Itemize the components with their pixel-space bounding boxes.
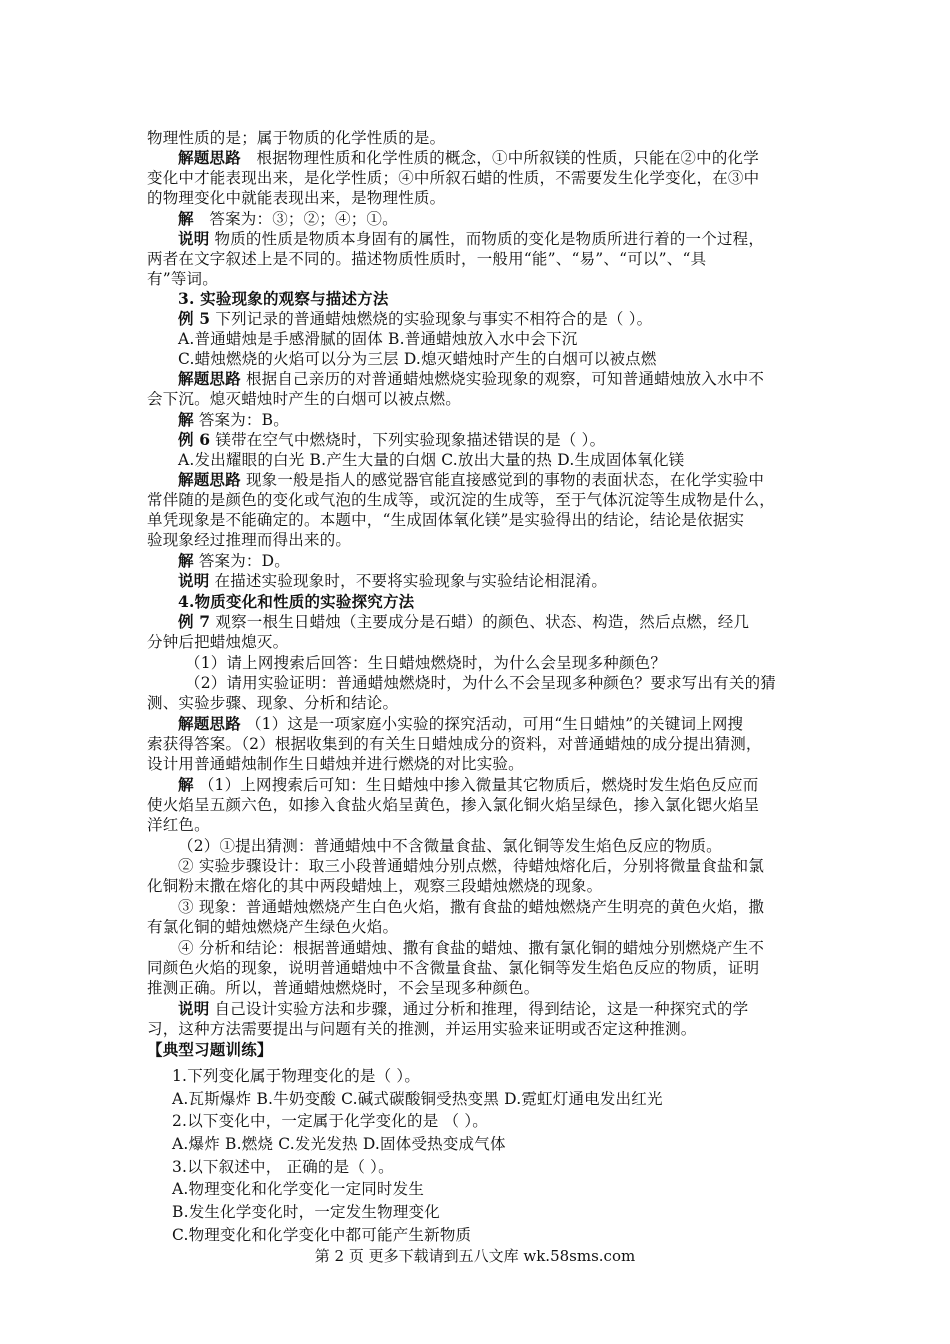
text-run: 常伴随的是颜色的变化或气泡的生成等，或沉淀的生成等，至于气体沉淀等生成物是什么， bbox=[147, 491, 776, 509]
text-run: 镁带在空气中燃烧时，下列实验现象描述错误的是（ ）。 bbox=[210, 431, 606, 449]
text-run: ④ 分析和结论：根据普通蜡烛、撒有食盐的蜡烛、撒有氯化铜的蜡烛分别燃烧产生不 bbox=[178, 939, 765, 957]
bold-label: 解 bbox=[178, 209, 194, 228]
text-line bbox=[0, 530, 950, 550]
text-line bbox=[0, 1111, 950, 1131]
text-run: 会下沉。熄灭蜡烛时产生的白烟可以被点燃。 bbox=[147, 390, 462, 408]
text-run: （1）上网搜索后可知：生日蜡烛中掺入微量其它物质后，燃烧时发生焰色反应而 bbox=[193, 776, 759, 794]
text-run: 分钟后把蜡烛熄灭。 bbox=[147, 633, 289, 651]
text-line bbox=[0, 734, 950, 754]
text-line bbox=[0, 369, 950, 389]
text-run: 在描述实验现象时，不要将实验现象与实验结论相混淆。 bbox=[209, 572, 608, 590]
text-run: 习，这种方法需要提出与问题有关的推测，并运用实验来证明或否定这种推测。 bbox=[147, 1020, 697, 1038]
text-line bbox=[0, 1019, 950, 1039]
text-run: 化铜粉末撒在熔化的其中两段蜡烛上，观察三段蜡烛燃烧的现象。 bbox=[147, 877, 603, 895]
text-line bbox=[0, 329, 950, 349]
text-line bbox=[0, 188, 950, 208]
text-line bbox=[0, 510, 950, 530]
page-footer: 第 2 页 更多下载请到五八文库 wk.58sms.com bbox=[314, 1247, 636, 1265]
text-run: 物理性质的是 bbox=[147, 129, 242, 147]
text-line bbox=[0, 229, 950, 249]
text-run: A.瓦斯爆炸 B.牛奶变酸 C.碱式碳酸铜受热变黑 D.霓虹灯通电发出红光 bbox=[172, 1089, 663, 1108]
text-line bbox=[0, 673, 950, 693]
text-run: ③ 现象：普通蜡烛燃烧产生白色火焰，撒有食盐的蜡烛燃烧产生明亮的黄色火焰，撒 bbox=[178, 898, 765, 916]
bold-label: 解 bbox=[178, 410, 194, 429]
text-run: ；属于物质的化学性质的是 bbox=[241, 129, 430, 147]
text-run: 答案为：D。 bbox=[193, 552, 290, 570]
text-line bbox=[0, 917, 950, 937]
bold-label: 说明 bbox=[178, 999, 210, 1018]
text-run: 的物理变化中就能表现出来，是物理性质。 bbox=[147, 189, 446, 207]
text-line bbox=[0, 876, 950, 896]
text-line bbox=[0, 897, 950, 917]
text-line bbox=[0, 571, 950, 591]
text-line bbox=[0, 269, 950, 289]
bold-label: 3. 实验现象的观察与描述方法 bbox=[178, 289, 389, 308]
text-run: 推测正确。所以，普通蜡烛燃烧时，不会呈现多种颜色。 bbox=[147, 979, 540, 997]
text-line bbox=[0, 632, 950, 652]
text-run: 两者在文字叙述上是不同的。描述物质性质时，一般用“能”、“易”、“可以”、“具 bbox=[147, 250, 707, 268]
text-run: 使火焰呈五颜六色，如掺入食盐火焰呈黄色，掺入氯化铜火焰呈绿色，掺入氯化锶火焰呈 bbox=[147, 796, 760, 814]
text-run: 答案为：B。 bbox=[193, 411, 289, 429]
text-run: 验现象经过推理而得出来的。 bbox=[147, 531, 352, 549]
text-run: ② 实验步骤设计：取三小段普通蜡烛分别点燃，待蜡烛熔化后，分别将微量食盐和氯 bbox=[178, 857, 765, 875]
text-line bbox=[0, 999, 950, 1019]
text-line bbox=[0, 450, 950, 470]
bold-label: 解题思路 bbox=[178, 714, 241, 733]
text-run: 设计用普通蜡烛制作生日蜡烛并进行燃烧的对比实验。 bbox=[147, 755, 524, 773]
bold-label: 说明 bbox=[178, 571, 210, 590]
text-run: 下列记录的普通蜡烛燃烧的实验现象与事实不相符合的是（ ）。 bbox=[210, 310, 653, 328]
text-line bbox=[0, 1089, 950, 1109]
text-run: 洋红色。 bbox=[147, 816, 210, 834]
bold-label: 解题思路 bbox=[178, 470, 241, 489]
text-run: 有氯化铜的蜡烛燃烧产生绿色火焰。 bbox=[147, 918, 399, 936]
text-run: 观察一根生日蜡烛（主要成分是石蜡）的颜色、状态、构造，然后点燃，经几 bbox=[210, 613, 750, 631]
text-line bbox=[0, 958, 950, 978]
text-run: 3.以下叙述中， 正确的是（ ）。 bbox=[172, 1157, 394, 1176]
text-line bbox=[0, 128, 950, 148]
bold-label: 例 5 bbox=[178, 309, 211, 328]
text-run: C.物理变化和化学变化中都可能产生新物质 bbox=[172, 1225, 472, 1244]
text-run: A.爆炸 B.燃烧 C.发光发热 D.固体受热变成气体 bbox=[172, 1135, 506, 1154]
text-line bbox=[0, 168, 950, 188]
text-line bbox=[0, 309, 950, 329]
text-line bbox=[0, 754, 950, 774]
bold-label: 例 7 bbox=[178, 612, 211, 631]
text-run: （1）请上网搜索后回答：生日蜡烛燃烧时，为什么会呈现多种颜色？ bbox=[185, 654, 667, 672]
text-line bbox=[0, 775, 950, 795]
text-run: A.发出耀眼的白光 B.产生大量的白烟 C.放出大量的热 D.生成固体氧化镁 bbox=[178, 451, 685, 469]
text-line bbox=[0, 349, 950, 369]
bold-label: 解 bbox=[178, 551, 194, 570]
text-line bbox=[0, 1134, 950, 1154]
text-line bbox=[0, 1040, 950, 1060]
text-line bbox=[0, 938, 950, 958]
text-line bbox=[0, 978, 950, 998]
text-run: A.物理变化和化学变化一定同时发生 bbox=[172, 1180, 425, 1199]
bold-label: 4.物质变化和性质的实验探究方法 bbox=[178, 592, 415, 611]
bold-label: 解 bbox=[178, 775, 194, 794]
text-run: C.蜡烛燃烧的火焰可以分为三层 D.熄灭蜡烛时产生的白烟可以被点燃 bbox=[178, 350, 657, 368]
text-line bbox=[0, 612, 950, 632]
text-line bbox=[0, 1157, 950, 1177]
text-line bbox=[0, 148, 950, 168]
text-line bbox=[0, 592, 950, 612]
text-run: 物质的性质是物质本身固有的属性，而物质的变化是物质所进行着的一个过程， bbox=[209, 230, 765, 248]
text-run: 答案为：③；②；④；①。 bbox=[193, 210, 398, 228]
text-run: 根据自己亲历的对普通蜡烛燃烧实验现象的观察，可知普通蜡烛放入水中不 bbox=[240, 370, 765, 388]
text-line bbox=[0, 551, 950, 571]
text-run: （1）这是一项家庭小实验的探究活动，可用“生日蜡烛”的关键词上网搜 bbox=[240, 715, 744, 733]
text-line bbox=[0, 1179, 950, 1199]
text-line bbox=[0, 1225, 950, 1245]
text-run: 索获得答案。（2）根据收集到的有关生日蜡烛成分的资料，对普通蜡烛的成分提出猜测， bbox=[147, 735, 762, 753]
text-line bbox=[0, 1066, 950, 1086]
text-run: （2）请用实验证明：普通蜡烛燃烧时，为什么不会呈现多种颜色？要求写出有关的猜 bbox=[185, 674, 776, 692]
text-line bbox=[0, 389, 950, 409]
text-run: 变化中才能表现出来，是化学性质；④中所叙石蜡的性质，不需要发生化学变化，在③中 bbox=[147, 169, 760, 187]
text-run: （2）①提出猜测：普通蜡烛中不含微量食盐、氯化铜等发生焰色反应的物质。 bbox=[178, 837, 722, 855]
text-line bbox=[0, 653, 950, 673]
text-line bbox=[0, 795, 950, 815]
text-run: 测、实验步骤、现象、分析和结论。 bbox=[147, 694, 399, 712]
text-run: A.普通蜡烛是手感滑腻的固体 B.普通蜡烛放入水中会下沉 bbox=[178, 330, 578, 348]
text-run: 同颜色火焰的现象，说明普通蜡烛中不含微量食盐、氯化铜等发生焰色反应的物质，证明 bbox=[147, 959, 760, 977]
text-line bbox=[0, 209, 950, 229]
bold-label: 说明 bbox=[178, 229, 210, 248]
text-line bbox=[0, 1202, 950, 1222]
text-line bbox=[0, 410, 950, 430]
text-run: 自己设计实验方法和步骤，通过分析和推理，得到结论，这是一种探究式的学 bbox=[209, 1000, 749, 1018]
text-line bbox=[0, 470, 950, 490]
text-run: 根据物理性质和化学性质的概念，①中所叙镁的性质，只能在②中的化学 bbox=[240, 149, 759, 167]
text-run: 单凭现象是不能确定的。本题中，“生成固体氧化镁”是实验得出的结论，结论是依据实 bbox=[147, 511, 745, 529]
text-run: 现象一般是指人的感觉器官能直接感觉到的事物的表面状态，在化学实验中 bbox=[240, 471, 765, 489]
text-run: 2.以下变化中，一定属于化学变化的是 （ ）。 bbox=[172, 1112, 488, 1131]
text-line bbox=[0, 856, 950, 876]
text-line bbox=[0, 693, 950, 713]
text-run: B.发生化学变化时，一定发生物理变化 bbox=[172, 1202, 440, 1221]
text-line bbox=[0, 289, 950, 309]
bold-label: 解题思路 bbox=[178, 369, 241, 388]
text-line bbox=[0, 490, 950, 510]
text-line bbox=[0, 714, 950, 734]
text-line bbox=[0, 815, 950, 835]
text-line bbox=[0, 430, 950, 450]
bold-label: 例 6 bbox=[178, 430, 211, 449]
bold-label: 【典型习题训练】 bbox=[147, 1040, 273, 1059]
text-line bbox=[0, 249, 950, 269]
text-run: 1.下列变化属于物理变化的是（ ）。 bbox=[172, 1067, 421, 1086]
text-run: 有”等词。 bbox=[147, 270, 218, 288]
bold-label: 解题思路 bbox=[178, 148, 241, 167]
text-line bbox=[0, 836, 950, 856]
text-run: 。 bbox=[429, 129, 446, 147]
